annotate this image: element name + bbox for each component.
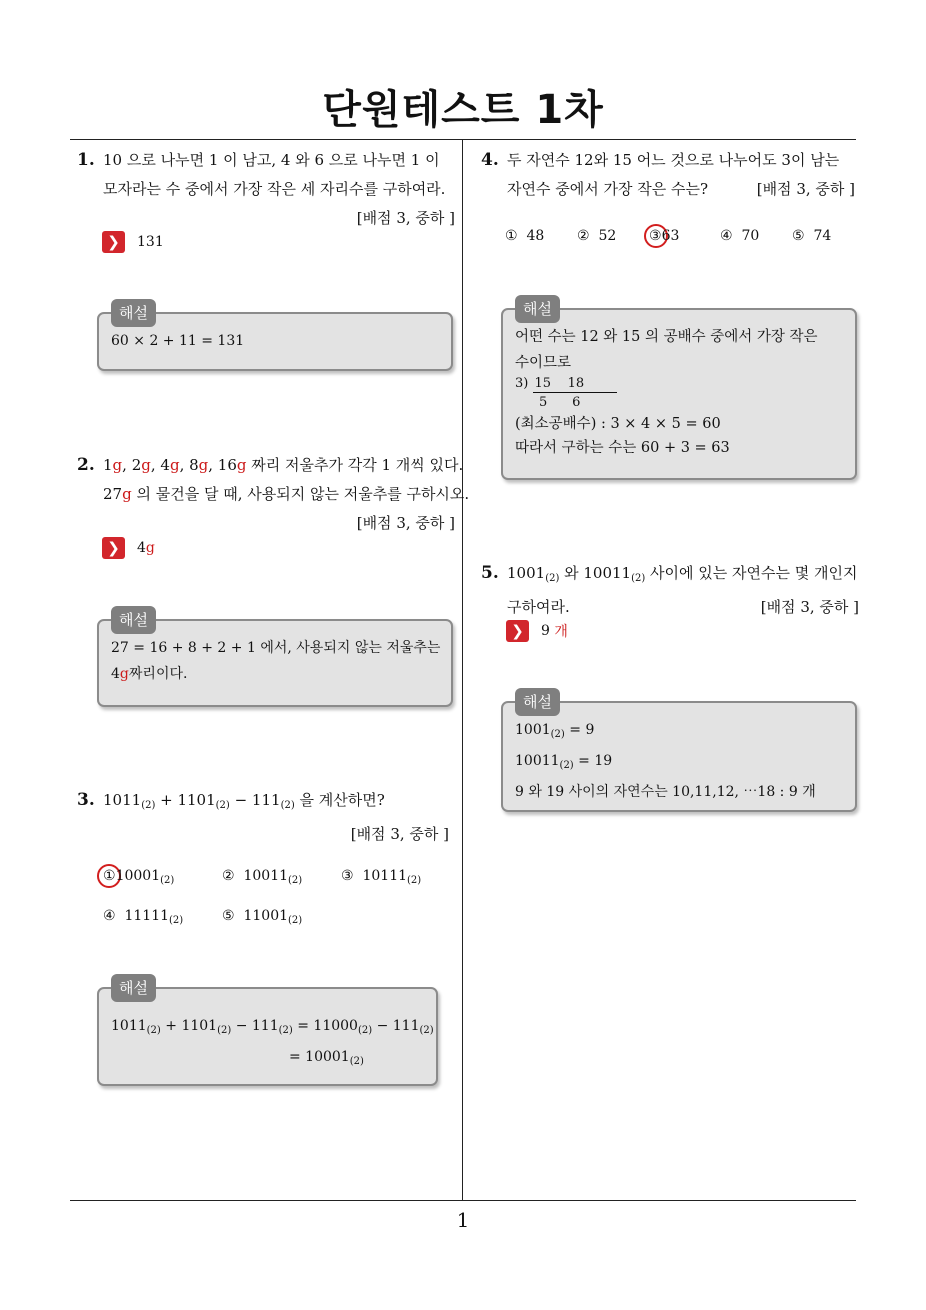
choice-3[interactable]: ③63 — [649, 228, 680, 244]
choice-4[interactable]: ④ $11111_{(2)}$ — [103, 908, 184, 926]
question-text: 두 자연수 12와 15 어느 것으로 나누어도 3이 남는 — [507, 151, 840, 169]
answer-unit: 개 — [554, 624, 568, 640]
answer-5 — [506, 620, 568, 642]
question-text: 모자라는 수 중에서 가장 작은 세 자리수를 구하여라. — [103, 180, 446, 198]
score-label: [배점 3, 중하 ] — [760, 598, 859, 616]
chevron-right-icon: ❯ — [102, 537, 125, 559]
question-text: 27g 의 물건을 달 때, 사용되지 않는 저울추를 구하시오. — [103, 485, 470, 503]
choice-1[interactable]: ① 48 — [505, 228, 545, 244]
chevron-right-icon: ❯ — [102, 231, 125, 253]
explanation-box-2 — [97, 611, 453, 707]
explanation-text: 27 = 16 + 8 + 2 + 1 에서, 사용되지 않는 저울추는 4g짜리이다. — [111, 640, 441, 682]
explanation-text: $1001_{(2)} = 9$ $10011_{(2)} = 19$ 9 와 19 사이의 자연수는 10,11,12, ⋯18 : 9 개 — [515, 722, 816, 800]
question-number: 5. — [481, 563, 499, 583]
top-divider — [70, 139, 856, 140]
question-2 — [77, 451, 470, 538]
explanation-tag: 해설 — [515, 688, 560, 716]
question-3 — [77, 786, 449, 849]
explanation-text: 60 × 2 + 11 = 131 — [111, 333, 245, 349]
score-label: [배점 3, 중하 ] — [756, 180, 855, 198]
explanation-box-1 — [97, 304, 453, 371]
answer-2 — [102, 537, 155, 559]
score-label: [배점 3, 중하 ] — [356, 514, 455, 532]
column-divider — [462, 139, 463, 1201]
explanation-box-5 — [501, 693, 857, 812]
question-text: 구하여라. — [507, 598, 570, 616]
bottom-divider — [70, 1200, 856, 1201]
explanation-tag: 해설 — [111, 606, 156, 634]
choice-3[interactable]: ③ $10111_{(2)}$ — [341, 868, 422, 886]
question-number: 1. — [77, 150, 95, 170]
answer-value: 131 — [137, 234, 164, 250]
explanation-text: 어떤 수는 12 와 15 의 공배수 중에서 가장 작은 수이므로 3) 15 18 5 6 (최소공배수) : 3 × 4 × 5 = 60 따라서 구하는 수는 60 + 3 = 63 — [515, 329, 818, 456]
question-number: 4. — [481, 150, 499, 170]
explanation-tag: 해설 — [111, 299, 156, 327]
choice-5[interactable]: ⑤ 74 — [792, 228, 832, 244]
choice-1[interactable]: $①10001_{(2)}$ — [103, 868, 175, 886]
answer-1 — [102, 231, 164, 253]
choice-2[interactable]: ② 52 — [577, 228, 617, 244]
question-5 — [481, 559, 859, 622]
question-text: $1001_{(2)}$ 와 $10011_{(2)}$ 사이에 있는 자연수는 몇 개인지 — [507, 564, 858, 584]
question-text: 자연수 중에서 가장 작은 수는? — [507, 180, 708, 198]
answer-value: 4 — [137, 540, 146, 556]
question-text: 1g, 2g, 4g, 8g, 16g 짜리 저울추가 각각 1 개씩 있다. — [103, 456, 464, 474]
question-text: 10 으로 나누면 1 이 남고, 4 와 6 으로 나누면 1 이 — [103, 151, 440, 169]
question-4 — [481, 146, 859, 204]
answer-value: 9 — [541, 623, 550, 639]
answer-unit: g — [145, 540, 155, 556]
explanation-text: $1011_{(2)} + 1101_{(2)} - 111_{(2)} = 11000_{(2)} - 111_{(2)}$ = $10001_{(2)}$ — [111, 1018, 434, 1067]
chevron-right-icon: ❯ — [506, 620, 529, 642]
choice-5[interactable]: ⑤ $11001_{(2)}$ — [222, 908, 303, 926]
explanation-box-3 — [97, 979, 438, 1086]
explanation-tag: 해설 — [515, 295, 560, 323]
question-text: $1011_{(2)} + 1101_{(2)} - 111_{(2)}$ 을 계산하면? — [103, 791, 385, 811]
explanation-box-4 — [501, 300, 857, 480]
question-number: 3. — [77, 790, 95, 810]
explanation-tag: 해설 — [111, 974, 156, 1002]
page-number: 1 — [456, 1208, 470, 1232]
page-title: 단원테스트 1차 — [322, 87, 604, 133]
score-label: [배점 3, 중하 ] — [356, 209, 455, 227]
choice-2[interactable]: ② $10011_{(2)}$ — [222, 868, 303, 886]
question-number: 2. — [77, 455, 95, 475]
score-label: [배점 3, 중하 ] — [350, 825, 449, 843]
choice-4[interactable]: ④ 70 — [720, 228, 760, 244]
question-1 — [77, 146, 455, 233]
